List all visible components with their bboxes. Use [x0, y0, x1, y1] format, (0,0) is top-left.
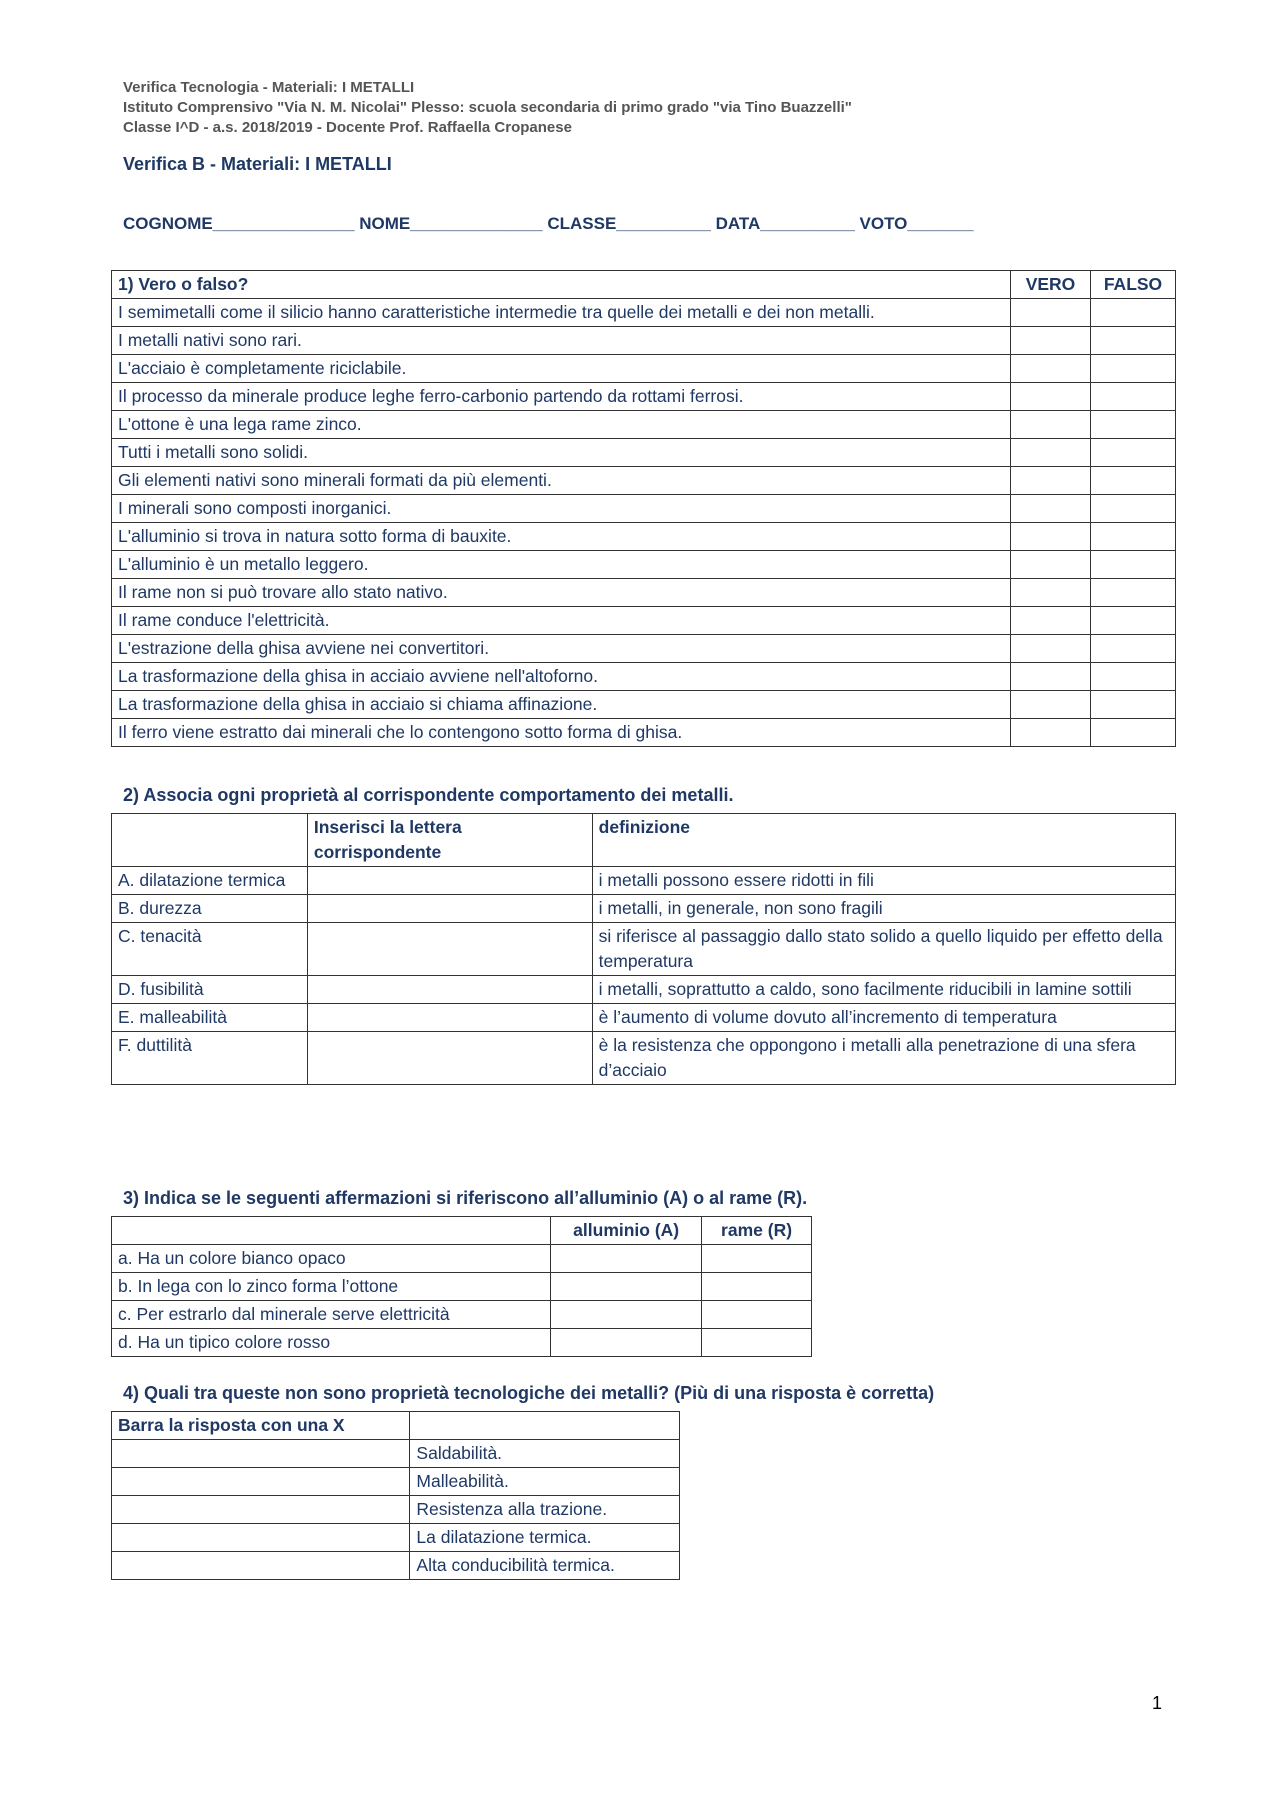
document-header	[123, 78, 852, 138]
table-row	[112, 411, 1176, 439]
q2-matching-table	[111, 813, 1176, 1085]
rame-cell[interactable]	[702, 1273, 812, 1301]
letter-answer-cell[interactable]	[307, 867, 592, 895]
q1-statement: I minerali sono composti inorganici.	[112, 495, 1011, 523]
header-line-1: Verifica Tecnologia - Materiali: I METALLI	[123, 79, 415, 96]
alluminio-cell[interactable]	[551, 1273, 702, 1301]
q4-option: La dilatazione termica.	[410, 1524, 680, 1552]
vero-cell[interactable]	[1011, 411, 1091, 439]
table-row	[112, 895, 1176, 923]
q1-statement: I semimetalli come il silicio hanno caratteristiche intermedie tra quelle dei metalli e dei non metalli.	[112, 299, 1011, 327]
q3-statement: a. Ha un colore bianco opaco	[112, 1245, 551, 1273]
table-row	[112, 579, 1176, 607]
letter-answer-cell[interactable]	[307, 895, 592, 923]
falso-cell[interactable]	[1091, 439, 1176, 467]
q3-classification-table	[111, 1216, 812, 1357]
q1-statement: L'estrazione della ghisa avviene nei convertitori.	[112, 635, 1011, 663]
table-row	[112, 1273, 812, 1301]
table-row	[112, 355, 1176, 383]
q3-statement: c. Per estrarlo dal minerale serve elettricità	[112, 1301, 551, 1329]
letter-answer-cell[interactable]	[307, 976, 592, 1004]
table-row	[112, 1245, 812, 1273]
alluminio-cell[interactable]	[551, 1301, 702, 1329]
property-label: B. durezza	[112, 895, 308, 923]
table-row	[112, 923, 1176, 976]
definition-text: i metalli, soprattutto a caldo, sono facilmente riducibili in lamine sottili	[592, 976, 1175, 1004]
vero-cell[interactable]	[1011, 719, 1091, 747]
table-row	[112, 467, 1176, 495]
vero-cell[interactable]	[1011, 551, 1091, 579]
mark-x-cell[interactable]	[112, 1440, 410, 1468]
falso-cell[interactable]	[1091, 327, 1176, 355]
property-label: D. fusibilità	[112, 976, 308, 1004]
falso-cell[interactable]	[1091, 411, 1176, 439]
table-row	[112, 635, 1176, 663]
q4-option: Malleabilità.	[410, 1468, 680, 1496]
q1-statement: Il rame conduce l'elettricità.	[112, 607, 1011, 635]
letter-answer-cell[interactable]	[307, 1032, 592, 1085]
definition-text: i metalli, in generale, non sono fragili	[592, 895, 1175, 923]
table-row	[112, 1496, 680, 1524]
q1-statement: Il rame non si può trovare allo stato nativo.	[112, 579, 1011, 607]
vero-cell[interactable]	[1011, 495, 1091, 523]
q2-col-insert: Inserisci la lettera corrispondente	[307, 814, 592, 867]
q1-statement: Il ferro viene estratto dai minerali che lo contengono sotto forma di ghisa.	[112, 719, 1011, 747]
vero-cell[interactable]	[1011, 299, 1091, 327]
table-row	[112, 1329, 812, 1357]
falso-cell[interactable]	[1091, 495, 1176, 523]
falso-cell[interactable]	[1091, 551, 1176, 579]
definition-text: è l’aumento di volume dovuto all’incremento di temperatura	[592, 1004, 1175, 1032]
header-line-3: Classe I^D - a.s. 2018/2019 - Docente Prof. Raffaella Cropanese	[123, 119, 572, 136]
table-row	[112, 551, 1176, 579]
q4-empty-header	[410, 1412, 680, 1440]
vero-cell[interactable]	[1011, 607, 1091, 635]
q1-statement: Tutti i metalli sono solidi.	[112, 439, 1011, 467]
vero-cell[interactable]	[1011, 383, 1091, 411]
q1-statement: La trasformazione della ghisa in acciaio si chiama affinazione.	[112, 691, 1011, 719]
q1-col-falso: FALSO	[1091, 271, 1176, 299]
q1-statement: L'acciaio è completamente riciclabile.	[112, 355, 1011, 383]
falso-cell[interactable]	[1091, 383, 1176, 411]
falso-cell[interactable]	[1091, 579, 1176, 607]
vero-cell[interactable]	[1011, 355, 1091, 383]
falso-cell[interactable]	[1091, 635, 1176, 663]
q1-true-false-table	[111, 270, 1176, 747]
falso-cell[interactable]	[1091, 299, 1176, 327]
property-label: C. tenacità	[112, 923, 308, 976]
definition-text: è la resistenza che oppongono i metalli alla penetrazione di una sfera d’acciaio	[592, 1032, 1175, 1085]
table-row	[112, 1301, 812, 1329]
q2-empty-header	[112, 814, 308, 867]
falso-cell[interactable]	[1091, 663, 1176, 691]
vero-cell[interactable]	[1011, 691, 1091, 719]
q2-col-definition: definizione	[592, 814, 1175, 867]
property-label: E. malleabilità	[112, 1004, 308, 1032]
vero-cell[interactable]	[1011, 635, 1091, 663]
falso-cell[interactable]	[1091, 691, 1176, 719]
property-label: A. dilatazione termica	[112, 867, 308, 895]
q1-statement: I metalli nativi sono rari.	[112, 327, 1011, 355]
vero-cell[interactable]	[1011, 523, 1091, 551]
q1-title: 1) Vero o falso?	[112, 271, 1011, 299]
page-number: 1	[1152, 1693, 1163, 1713]
alluminio-cell[interactable]	[551, 1329, 702, 1357]
table-row	[112, 523, 1176, 551]
q3-empty-header	[112, 1217, 551, 1245]
q4-col-mark: Barra la risposta con una X	[112, 1412, 410, 1440]
falso-cell[interactable]	[1091, 719, 1176, 747]
vero-cell[interactable]	[1011, 579, 1091, 607]
table-row	[112, 691, 1176, 719]
mark-x-cell[interactable]	[112, 1496, 410, 1524]
q3-title: 3) Indica se le seguenti affermazioni si riferiscono all’alluminio (A) o al rame (R).	[123, 1188, 808, 1208]
table-row	[112, 327, 1176, 355]
q1-statement: La trasformazione della ghisa in acciaio avviene nell'altoforno.	[112, 663, 1011, 691]
letter-answer-cell[interactable]	[307, 1004, 592, 1032]
q4-option: Resistenza alla trazione.	[410, 1496, 680, 1524]
q3-statement: b. In lega con lo zinco forma l’ottone	[112, 1273, 551, 1301]
vero-cell[interactable]	[1011, 663, 1091, 691]
vero-cell[interactable]	[1011, 327, 1091, 355]
vero-cell[interactable]	[1011, 467, 1091, 495]
rame-cell[interactable]	[702, 1301, 812, 1329]
mark-x-cell[interactable]	[112, 1524, 410, 1552]
table-row	[112, 1468, 680, 1496]
q2-title: 2) Associa ogni proprietà al corrispondente comportamento dei metalli.	[123, 785, 734, 805]
falso-cell[interactable]	[1091, 355, 1176, 383]
table-row	[112, 1440, 680, 1468]
alluminio-cell[interactable]	[551, 1245, 702, 1273]
property-label: F. duttilità	[112, 1032, 308, 1085]
q4-choice-table	[111, 1411, 680, 1580]
q1-col-vero: VERO	[1011, 271, 1091, 299]
student-fields: COGNOME_______________ NOME______________ CLASSE__________ DATA__________ VOTO_______	[123, 214, 974, 233]
rame-cell[interactable]	[702, 1329, 812, 1357]
table-row	[112, 976, 1176, 1004]
table-row	[112, 1004, 1176, 1032]
mark-x-cell[interactable]	[112, 1552, 410, 1580]
table-row	[112, 299, 1176, 327]
vero-cell[interactable]	[1011, 439, 1091, 467]
header-line-2: Istituto Comprensivo "Via N. M. Nicolai" Plesso: scuola secondaria di primo grado "via Tino Buazzelli"	[123, 99, 852, 116]
letter-answer-cell[interactable]	[307, 923, 592, 976]
falso-cell[interactable]	[1091, 467, 1176, 495]
table-row	[112, 867, 1176, 895]
q4-title: 4) Quali tra queste non sono proprietà tecnologiche dei metalli? (Più di una risposta è corretta)	[123, 1383, 935, 1403]
table-row	[112, 1552, 680, 1580]
q3-col-rame: rame (R)	[702, 1217, 812, 1245]
q1-statement: L'alluminio si trova in natura sotto forma di bauxite.	[112, 523, 1011, 551]
q3-col-alluminio: alluminio (A)	[551, 1217, 702, 1245]
table-row	[112, 383, 1176, 411]
q3-statement: d. Ha un tipico colore rosso	[112, 1329, 551, 1357]
rame-cell[interactable]	[702, 1245, 812, 1273]
definition-text: si riferisce al passaggio dallo stato solido a quello liquido per effetto della temperatura	[592, 923, 1175, 976]
table-row	[112, 607, 1176, 635]
q4-option: Saldabilità.	[410, 1440, 680, 1468]
q4-option: Alta conducibilità termica.	[410, 1552, 680, 1580]
table-row	[112, 663, 1176, 691]
q1-statement: L'ottone è una lega rame zinco.	[112, 411, 1011, 439]
q1-statement: L'alluminio è un metallo leggero.	[112, 551, 1011, 579]
mark-x-cell[interactable]	[112, 1468, 410, 1496]
table-row	[112, 1032, 1176, 1085]
table-row	[112, 439, 1176, 467]
q1-statement: Gli elementi nativi sono minerali formati da più elementi.	[112, 467, 1011, 495]
table-row	[112, 719, 1176, 747]
definition-text: i metalli possono essere ridotti in fili	[592, 867, 1175, 895]
falso-cell[interactable]	[1091, 523, 1176, 551]
table-row	[112, 1524, 680, 1552]
test-title: Verifica B - Materiali: I METALLI	[123, 154, 392, 174]
q1-statement: Il processo da minerale produce leghe ferro-carbonio partendo da rottami ferrosi.	[112, 383, 1011, 411]
falso-cell[interactable]	[1091, 607, 1176, 635]
table-row	[112, 495, 1176, 523]
